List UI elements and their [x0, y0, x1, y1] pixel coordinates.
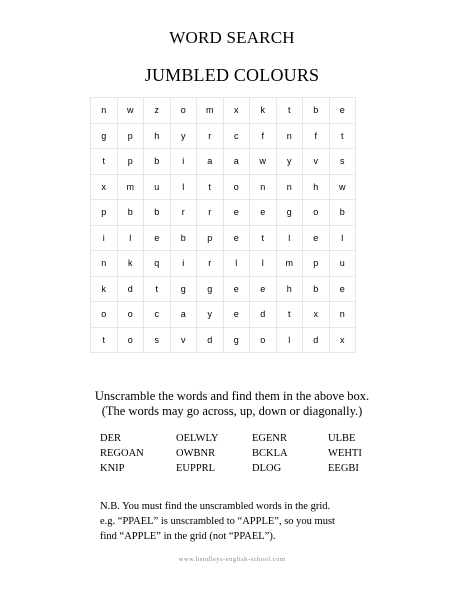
grid-cell: n	[329, 302, 356, 328]
grid-cell: e	[329, 98, 356, 124]
word-item: EUPPRL	[176, 463, 216, 474]
grid-cell: t	[276, 98, 303, 124]
grid-cell: k	[117, 251, 144, 277]
grid-cell: r	[197, 251, 224, 277]
grid-cell: i	[170, 251, 197, 277]
word-item: ULBE	[328, 433, 356, 444]
grid-cell: p	[117, 123, 144, 149]
word-item: EEGBI	[328, 463, 359, 474]
grid-cell: x	[303, 302, 330, 328]
grid-cell: f	[303, 123, 330, 149]
grid-cell: n	[250, 174, 277, 200]
grid-cell: z	[144, 98, 171, 124]
grid-cell: v	[303, 149, 330, 175]
page-subtitle: JUMBLED COLOURS	[144, 65, 320, 85]
grid-cell: h	[276, 276, 303, 302]
grid-cell: t	[91, 149, 118, 175]
grid-cell: a	[223, 149, 250, 175]
grid-cell: n	[91, 251, 118, 277]
grid-cell: b	[144, 149, 171, 175]
grid-cell: m	[197, 98, 224, 124]
grid-cell: l	[276, 327, 303, 353]
grid-cell: d	[117, 276, 144, 302]
grid-cell: e	[250, 200, 277, 226]
grid-cell: o	[117, 302, 144, 328]
word-item: DLOG	[252, 463, 282, 474]
grid-cell: s	[144, 327, 171, 353]
grid-cell: l	[170, 174, 197, 200]
grid-cell: e	[329, 276, 356, 302]
grid-cell: p	[91, 200, 118, 226]
word-item: WEHTI	[328, 448, 362, 459]
grid-cell: r	[170, 200, 197, 226]
grid-cell: h	[144, 123, 171, 149]
grid-cell: k	[91, 276, 118, 302]
grid-cell: b	[170, 225, 197, 251]
grid-cell: e	[250, 276, 277, 302]
note-line: e.g. “PPAEL” is unscrambled to “APPLE”, so you must	[100, 516, 335, 527]
note-line: find “APPLE” in the grid (not “PPAEL”).	[100, 531, 276, 542]
grid-cell: b	[303, 276, 330, 302]
grid-cell: t	[276, 302, 303, 328]
grid-cell: u	[144, 174, 171, 200]
grid-cell: l	[329, 225, 356, 251]
grid-row	[91, 327, 356, 353]
grid-cell: l	[223, 251, 250, 277]
grid-row	[91, 200, 356, 226]
grid-cell: g	[170, 276, 197, 302]
grid-cell: d	[197, 327, 224, 353]
grid-cell: m	[276, 251, 303, 277]
grid-cell: t	[250, 225, 277, 251]
word-item: DER	[100, 433, 121, 444]
grid-cell: y	[276, 149, 303, 175]
grid-cell: n	[91, 98, 118, 124]
word-item: EGENR	[252, 433, 287, 444]
word-item: KNIP	[100, 463, 125, 474]
note-line: N.B. You must find the unscrambled words in the grid.	[100, 501, 331, 512]
grid-cell: w	[329, 174, 356, 200]
grid-cell: e	[144, 225, 171, 251]
grid-cell: c	[144, 302, 171, 328]
footer-url: www.hendleys-english-school.com	[178, 556, 286, 563]
word-item: OWBNR	[176, 448, 216, 459]
grid-cell: o	[91, 302, 118, 328]
grid-cell: v	[170, 327, 197, 353]
grid-cell: f	[250, 123, 277, 149]
grid-cell: r	[197, 200, 224, 226]
grid-cell: p	[197, 225, 224, 251]
grid-cell: x	[91, 174, 118, 200]
page-title: WORD SEARCH	[169, 28, 295, 47]
grid-cell: u	[329, 251, 356, 277]
grid-cell: o	[223, 174, 250, 200]
grid-cell: e	[223, 276, 250, 302]
grid-cell: t	[144, 276, 171, 302]
grid-cell: g	[223, 327, 250, 353]
grid-cell: r	[197, 123, 224, 149]
word-item: OELWLY	[176, 433, 219, 444]
grid-cell: t	[91, 327, 118, 353]
grid-cell: i	[170, 149, 197, 175]
word-list	[100, 432, 388, 475]
grid-cell: w	[250, 149, 277, 175]
grid-cell: o	[303, 200, 330, 226]
grid-cell: d	[250, 302, 277, 328]
grid-cell: b	[144, 200, 171, 226]
word-item: REGOAN	[100, 448, 144, 459]
grid-cell: a	[170, 302, 197, 328]
grid-cell: m	[117, 174, 144, 200]
grid-cell: b	[117, 200, 144, 226]
grid-cell: l	[250, 251, 277, 277]
grid-cell: n	[276, 123, 303, 149]
grid-cell: g	[276, 200, 303, 226]
grid-cell: l	[276, 225, 303, 251]
grid-cell: l	[117, 225, 144, 251]
grid-cell: d	[303, 327, 330, 353]
grid-cell: c	[223, 123, 250, 149]
grid-cell: p	[303, 251, 330, 277]
grid-row	[91, 276, 356, 302]
instruction-line: Unscramble the words and find them in the above box.	[94, 389, 370, 403]
grid-cell: o	[250, 327, 277, 353]
grid-cell: s	[329, 149, 356, 175]
instruction-line: (The words may go across, up, down or diagonally.)	[101, 404, 363, 418]
grid-cell: g	[91, 123, 118, 149]
letter-grid	[90, 97, 356, 353]
grid-cell: h	[303, 174, 330, 200]
grid-cell: n	[276, 174, 303, 200]
grid-cell: e	[223, 225, 250, 251]
grid-cell: b	[303, 98, 330, 124]
grid-cell: e	[303, 225, 330, 251]
grid-row	[91, 302, 356, 328]
grid-cell: t	[197, 174, 224, 200]
grid-cell: x	[329, 327, 356, 353]
grid-cell: w	[117, 98, 144, 124]
grid-cell: p	[117, 149, 144, 175]
grid-cell: q	[144, 251, 171, 277]
grid-cell: b	[329, 200, 356, 226]
grid-row	[91, 123, 356, 149]
grid-cell: e	[223, 302, 250, 328]
grid-cell: y	[197, 302, 224, 328]
grid-row	[91, 98, 356, 124]
word-item: BCKLA	[252, 448, 288, 459]
grid-cell: y	[170, 123, 197, 149]
grid-row	[91, 251, 356, 277]
grid-cell: i	[91, 225, 118, 251]
grid-cell: t	[329, 123, 356, 149]
grid-cell: o	[117, 327, 144, 353]
grid-cell: x	[223, 98, 250, 124]
grid-cell: a	[197, 149, 224, 175]
grid-cell: o	[170, 98, 197, 124]
grid-row	[91, 174, 356, 200]
grid-row	[91, 225, 356, 251]
grid-cell: g	[197, 276, 224, 302]
grid-cell: e	[223, 200, 250, 226]
grid-row	[91, 149, 356, 175]
grid-cell: k	[250, 98, 277, 124]
